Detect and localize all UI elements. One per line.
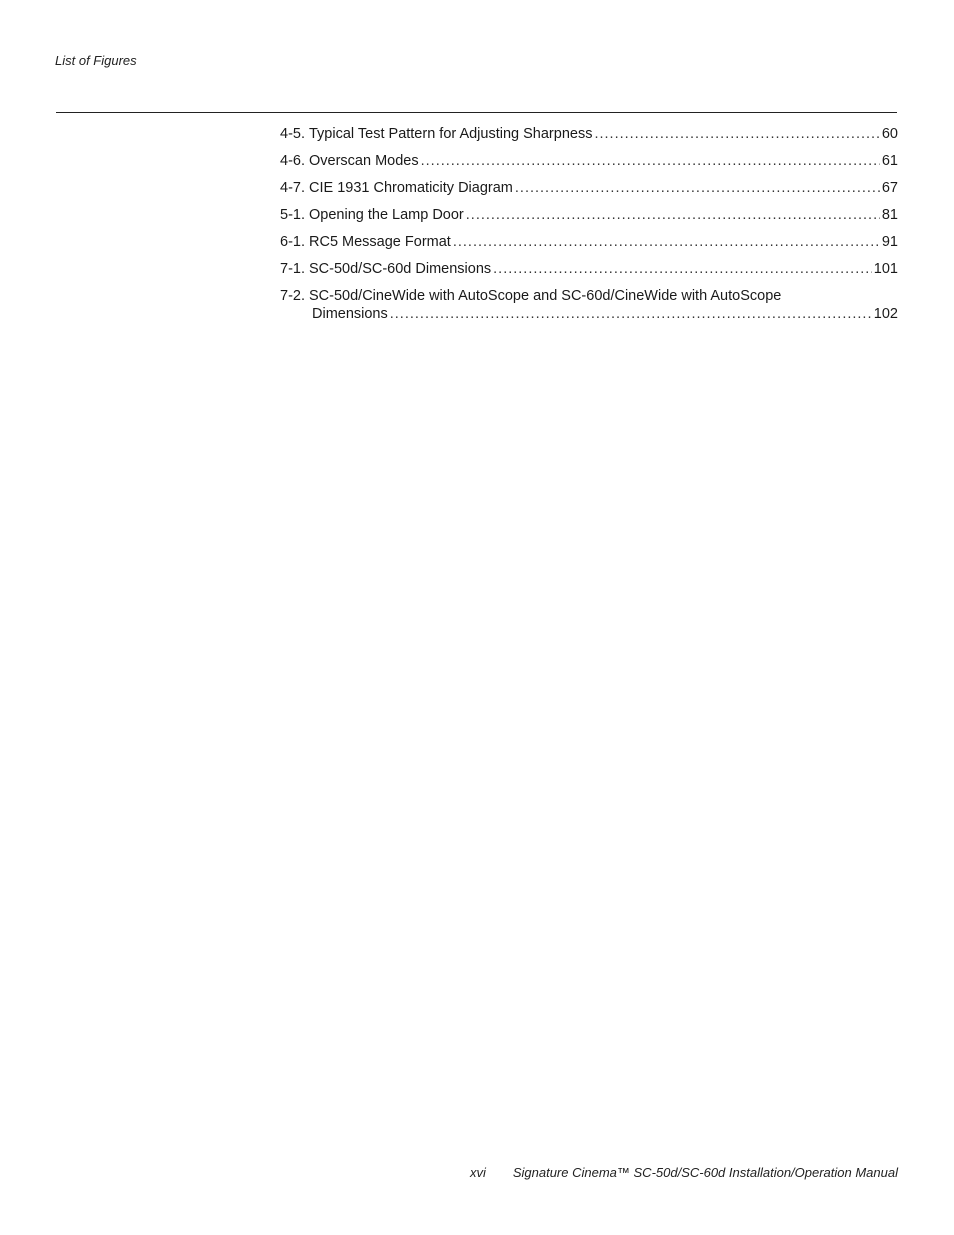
dot-leader (515, 179, 880, 197)
page-number: 101 (873, 261, 898, 277)
figure-title: RC5 Message Format (309, 234, 451, 250)
figure-number: 7-1. (280, 261, 305, 277)
figure-number: 4-7. (280, 180, 305, 196)
page-number: 91 (881, 234, 898, 250)
dot-leader (493, 260, 872, 278)
toc-entry[interactable] (280, 206, 898, 233)
figure-number: 4-6. (280, 153, 305, 169)
figure-number: 6-1. (280, 234, 305, 250)
toc-entry[interactable] (280, 179, 898, 206)
page-number: 60 (881, 126, 898, 142)
toc-entry[interactable] (280, 287, 898, 323)
dot-leader (466, 206, 880, 224)
footer-page-number: xvi (470, 1165, 486, 1180)
figure-title: Typical Test Pattern for Adjusting Sharpness (309, 126, 593, 142)
figure-title-continued: Dimensions (312, 306, 388, 322)
figure-title: Opening the Lamp Door (309, 207, 464, 223)
running-head: List of Figures (55, 53, 137, 68)
toc-entry[interactable] (280, 260, 898, 287)
page-number: 102 (873, 306, 898, 322)
figure-number: 4-5. (280, 126, 305, 142)
list-of-figures (280, 125, 898, 323)
figure-title: SC-50d/SC-60d Dimensions (309, 261, 492, 277)
figure-title: Overscan Modes (309, 153, 419, 169)
page-number: 67 (881, 180, 898, 196)
toc-entry[interactable] (280, 233, 898, 260)
dot-leader (453, 233, 880, 251)
page-number: 61 (881, 153, 898, 169)
figure-number: 7-2. (280, 288, 305, 304)
footer-manual-title: Signature Cinema™ SC-50d/SC-60d Installation/Operation Manual (512, 1165, 898, 1180)
header-rule (56, 112, 897, 113)
page-number: 81 (881, 207, 898, 223)
dot-leader (421, 152, 880, 170)
toc-entry[interactable] (280, 125, 898, 152)
dot-leader (594, 125, 879, 143)
figure-title: SC-50d/CineWide with AutoScope and SC-60d/CineWide with AutoScope (309, 288, 782, 304)
figure-title: CIE 1931 Chromaticity Diagram (309, 180, 513, 196)
toc-entry[interactable] (280, 152, 898, 179)
dot-leader (390, 305, 872, 323)
figure-number: 5-1. (280, 207, 305, 223)
